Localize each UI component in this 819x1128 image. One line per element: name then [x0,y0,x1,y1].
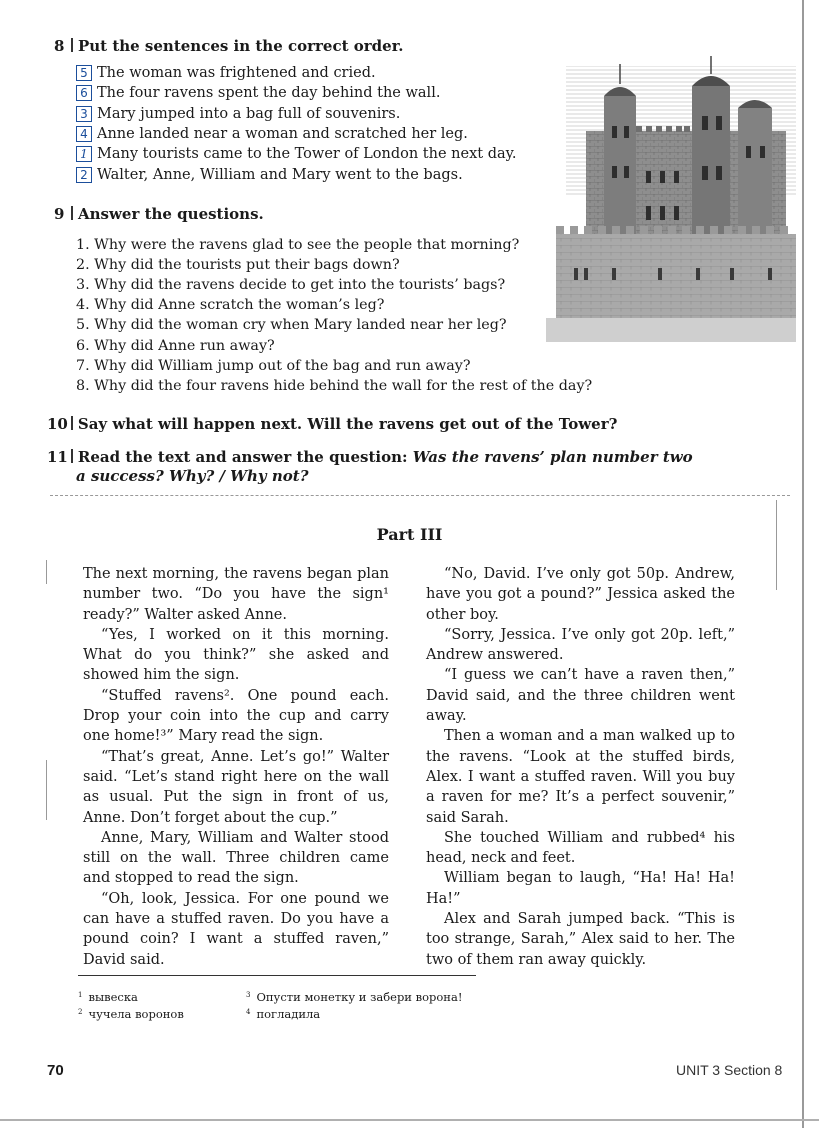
footnote-4 [246,1007,320,1021]
story-paragraph: William began to laugh, “Ha! Ha! Ha! Ha!” [426,870,735,907]
footnote-marker: 4 [246,1008,251,1016]
sentence-text: The four ravens spent the day behind the wall. [97,85,441,102]
story-paragraph: Anne, Mary, William and Walter stood still on the wall. Three children came and stopped to read the sign. [83,829,389,887]
list-item [76,124,546,144]
list-item: 4. Why did Anne scratch the woman’s leg? [76,297,385,314]
story-paragraph: “I guess we can’t have a raven then,” David said, and the three children went away. [426,667,735,725]
section-divider [50,495,790,496]
story-paragraph: “Sorry, Jessica. I’ve only got 20p. left,” Andrew answered. [426,626,735,664]
list-item [76,83,546,103]
exercise-title: Say what will happen next. Will the ravens get out of the Tower? [77,415,618,433]
footnote-rule [78,975,476,976]
ordering-list [76,63,546,185]
list-item: 6. Why did Anne run away? [76,337,275,354]
story-column-left [83,564,389,970]
list-item [76,104,546,124]
page-number: 70 [47,1062,64,1079]
list-item: 7. Why did William jump out of the bag and run away? [76,357,471,374]
footnote-3 [246,990,462,1004]
story-paragraph: She touched William and rubbed⁴ his head, neck and feet. [426,829,735,867]
story-column-right [426,564,735,970]
footnote-text: вывеска [88,990,138,1004]
exercise-11-heading [47,448,693,466]
exercise-number: 8 [54,37,65,55]
list-item [76,63,546,83]
exercise-question: Was the ravens’ plan number two [412,448,693,466]
exercise-10-heading [47,415,617,433]
part-title: Part III [376,525,443,544]
sentence-text: Walter, Anne, William and Mary went to the bags. [97,166,463,183]
margin-mark [46,560,47,584]
footnote-1 [78,990,138,1004]
story-paragraph: Alex and Sarah jumped back. “This is too strange, Sarah,” Alex said to her. The two of them ran away quickly. [426,911,735,968]
exercise-number: 10 [47,415,68,433]
exercise-11-heading-line2 [76,467,309,485]
sentence-text: Many tourists came to the Tower of London the next day. [97,146,517,163]
answer-box[interactable]: 6 [76,85,92,101]
exercise-marker [71,38,73,52]
story-paragraph: “Oh, look, Jessica. For one pound we can have a stuffed raven. Do you have a pound coin? I want a stuffed raven,” David said. [83,890,389,968]
margin-mark [46,760,47,820]
list-item: 1. Why were the ravens glad to see the people that morning? [76,237,520,254]
exercise-marker [71,206,73,220]
exercise-marker [71,449,73,463]
page-frame-right [802,0,804,1128]
story-paragraph: “Yes, I worked on it this morning. What do you think?” she asked and showed him the sign. [83,626,389,684]
list-item: 8. Why did the four ravens hide behind the wall for the rest of the day? [76,377,593,394]
margin-mark [776,500,777,590]
footnote-text: чучела воронов [88,1007,184,1021]
question-list [76,235,636,396]
list-item: 5. Why did the woman cry when Mary landed near her leg? [76,317,507,334]
story-paragraph: “No, David. I’ve only got 50p. Andrew, have you got a pound?” Jessica asked the other boy. [426,566,735,623]
list-item: 3. Why did the ravens decide to get into the tourists’ bags? [76,277,506,294]
list-item [76,144,546,164]
story-paragraph: The next morning, the ravens began plan number two. “Do you have the sign¹ ready?” Walter asked Anne. [83,566,389,623]
footnote-marker: 3 [246,991,251,999]
story-paragraph: Then a woman and a man walked up to the ravens. “Look at the stuffed birds, Alex. I want a stuffed raven. Will you buy a raven for me? It’s a perfect souvenir,” said Sarah. [426,728,735,826]
sentence-text: Anne landed near a woman and scratched her leg. [97,126,468,143]
exercise-marker [71,416,73,430]
exercise-title: Put the sentences in the correct order. [78,37,404,55]
answer-box[interactable]: 4 [76,126,92,142]
story-paragraph: “Stuffed ravens². One pound each. Drop your coin into the cup and carry one home!³” Mary read the sign. [83,687,389,745]
list-item: 2. Why did the tourists put their bags down? [76,257,400,274]
exercise-8-heading [54,37,403,55]
exercise-title: Answer the questions. [78,205,264,223]
footnote-text: Опусти монетку и забери ворона! [256,990,463,1004]
footnote-2 [78,1007,184,1021]
page-frame-bottom [0,1119,819,1121]
story-paragraph: “That’s great, Anne. Let’s go!” Walter said. “Let’s stand right here on the wall as usual. Put the sign in front of us, Anne. Don’t forget about the cup.” [83,748,389,826]
unit-section-label: UNIT 3 Section 8 [676,1062,783,1078]
answer-box[interactable]: 2 [76,167,92,183]
footnote-marker: 2 [78,1008,83,1016]
list-item [76,164,546,184]
exercise-number: 9 [54,205,65,223]
footnote-marker: 1 [78,991,83,999]
footnote-text: погладила [256,1007,321,1021]
exercise-9-heading [54,205,264,223]
answer-box[interactable]: 5 [76,65,92,81]
sentence-text: The woman was frightened and cried. [97,65,376,82]
exercise-question: a success? Why? / Why not? [76,467,309,485]
answer-box[interactable]: 3 [76,106,92,122]
answer-box[interactable]: 1 [76,146,92,162]
exercise-title: Read the text and answer the question: [77,448,408,466]
exercise-number: 11 [47,448,68,466]
sentence-text: Mary jumped into a bag full of souvenirs. [97,105,401,122]
